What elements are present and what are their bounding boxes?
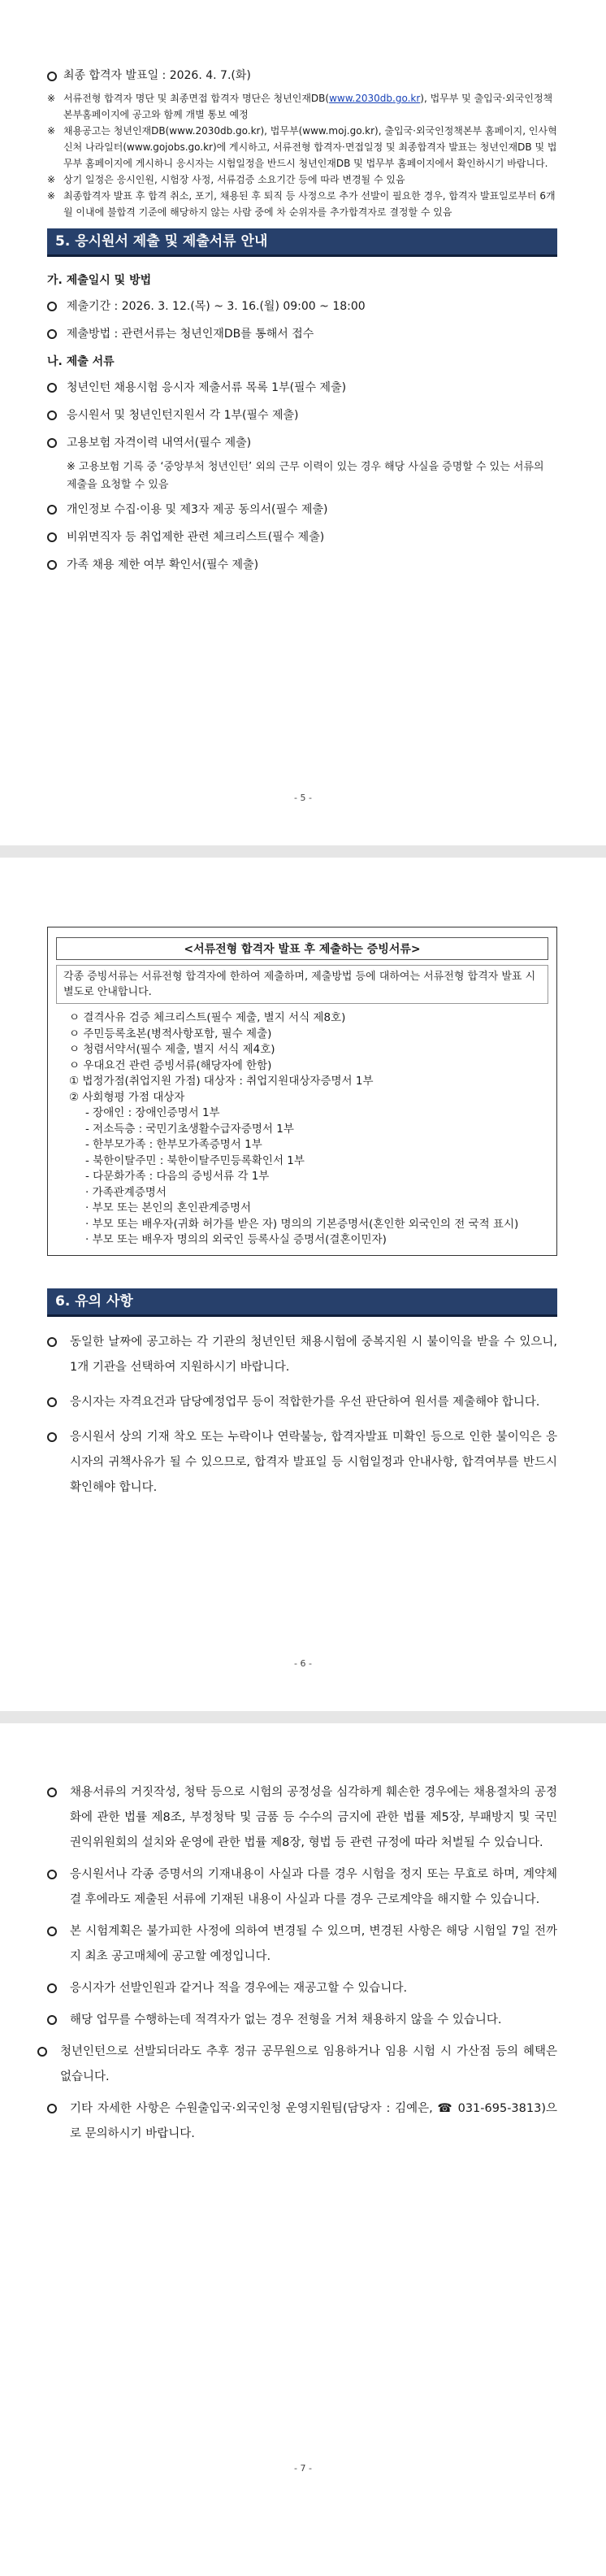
box-title: <서류전형 합격자 발표 후 제출하는 증빙서류> [56,937,548,960]
circle-bullet-icon [47,532,57,542]
page-7-content [47,1780,557,2147]
page-5-content [47,68,557,584]
note-additional-pass: ※ 최종합격자 발표 후 합격 취소, 포기, 채용된 후 퇴직 등 사정으로 추가 선발이 필요한 경우, 합격자 발표일로부터 6개월 이내에 불합격 기준에 해당하지 않는 사람 중에 차 순위자를 추가합격자로 결정할 수 있음 [47,190,556,218]
list-item: 개인정보 수집·이용 및 제3자 제공 동의서(필수 제출) [47,501,557,519]
notice-paragraph: 본 시험계획은 불가피한 사정에 의하여 변경될 수 있으며, 변경된 사항은 해당 시험일 7일 전까지 최초 공고매체에 공고할 예정입니다. [47,1919,557,1970]
page-7 [0,1723,606,2576]
box-line: ① 법정가점(취업지원 가점) 대상자 : 취업지원대상자증명서 1부 [69,1075,374,1088]
circle-bullet-icon [47,72,57,81]
circle-bullet-icon [47,302,57,311]
notice-paragraph: 응시자는 자격요건과 담당예정업무 등이 적합한가를 우선 판단하여 원서를 제출해야 합니다. [47,1390,557,1415]
box-line: - 장애인 : 장애인증명서 1부 [85,1106,220,1119]
notice-paragraph: 청년인턴으로 선발되더라도 추후 정규 공무원으로 임용하거나 임용 시험 시 가산점 등의 혜택은 없습니다. [37,2040,557,2090]
circle-bullet-icon [37,2047,47,2057]
circle-bullet-icon [47,1788,57,1797]
circle-bullet-icon [47,1432,57,1442]
documents-box [47,927,557,1256]
section-6-title: 6. 유의 사항 [47,1288,557,1317]
page-5 [0,0,606,845]
list-item: 응시원서 및 청년인턴지원서 각 1부(필수 제출) [47,406,557,424]
circle-bullet-icon [47,329,57,339]
box-line: ㅇ 청렴서약서(필수 제출, 별지 서식 제4호) [69,1043,275,1056]
circle-bullet-icon [47,1983,57,1993]
circle-bullet-icon [47,505,57,515]
box-line: · 가족관계증명서 [85,1185,167,1199]
box-line: · 부모 또는 본인의 혼인관계증명서 [85,1201,252,1214]
box-line: · 부모 또는 배우자 명의의 외국인 등록사실 증명서(결혼이민자) [85,1233,387,1246]
circle-bullet-icon [47,2015,57,2025]
circle-bullet-icon [47,1870,57,1879]
circle-bullet-icon [47,411,57,420]
db-link[interactable]: www.2030db.go.kr [329,93,421,104]
list-item: 가족 채용 제한 여부 확인서(필수 제출) [47,556,557,574]
circle-bullet-icon [47,1337,57,1347]
note-result-list: ※ 서류전형 합격자 명단 및 최종면접 합격자 명단은 청년인재DB(www.2030db.go.kr), 법무부 및 출입국·외국인정책본부홈페이지에 공고와 함께 개별 통보 예정 [47,93,553,120]
circle-bullet-icon [47,2104,57,2113]
notice-paragraph: 응시자가 선발인원과 같거나 적을 경우에는 재공고할 수 있습니다. [47,1976,557,2001]
page-6-content [47,927,557,1501]
page-number: - 7 - [294,2463,312,2474]
section-5-title: 5. 응시원서 제출 및 제출서류 안내 [47,228,557,257]
circle-bullet-icon [47,1927,57,1936]
circle-bullet-icon [47,1397,57,1407]
list-item: 비위면직자 등 취업제한 관련 체크리스트(필수 제출) [47,528,557,546]
box-line: - 저소득층 : 국민기초생활수급자증명서 1부 [85,1122,294,1136]
notice-paragraph: 응시원서나 각종 증명서의 기재내용이 사실과 다를 경우 시험을 정지 또는 무효로 하며, 계약체결 후에라도 제출된 서류에 기재된 내용이 사실과 다를 경우 근로계약을 해지할 수 있습니다. [47,1862,557,1913]
box-intro: 각종 증빙서류는 서류전형 합격자에 한하여 제출하며, 제출방법 등에 대하여는 서류전형 합격자 발표 시 별도로 안내합니다. [56,965,548,1004]
list-item: 청년인턴 채용시험 응시자 제출서류 목록 1부(필수 제출) [47,379,557,397]
box-line: - 북한이탈주민 : 북한이탈주민등록확인서 1부 [85,1153,305,1167]
sub-heading-a: 가. 제출일시 및 방법 [47,274,152,287]
result-date-line: 최종 합격자 발표일 : 2026. 4. 7.(화) [47,68,557,84]
list-note: ※ 고용보험 기록 중 ‘중앙부처 청년인턴’ 외의 근무 이력이 있는 경우 해당 사실을 증명할 수 있는 서류의 제출을 요청할 수 있음 [67,461,544,491]
list-item: 고용보험 자격이력 내역서(필수 제출) [47,434,557,452]
notice-paragraph: 응시원서 상의 기재 착오 또는 누락이나 연락불능, 합격자발표 미확인 등으로 인한 불이익은 응시자의 귀책사유가 될 수 있으므로, 합격자 발표일 등 시험일정과 안내사항, 합격여부를 반드시 확인해야 합니다. [47,1425,557,1501]
notice-paragraph: 기타 자세한 사항은 수원출입국·외국인청 운영지원팀(담당자 : 김예은, ☎ 031-695-3813)으로 문의하시기 바랍니다. [47,2096,557,2147]
notice-paragraph: 동일한 날짜에 공고하는 각 기관의 청년인턴 채용시험에 중복지원 시 불이익을 받을 수 있으니, 1개 기관을 선택하여 지원하시기 바랍니다. [47,1330,557,1380]
circle-bullet-icon [47,383,57,393]
sub-heading-b: 나. 제출 서류 [47,355,115,368]
box-line: ㅇ 우대요건 관련 증빙서류(해당자에 한함) [69,1058,272,1072]
page-6 [0,858,606,1711]
box-line: ② 사회형평 가점 대상자 [69,1090,185,1104]
note-posting: ※ 채용공고는 청년인재DB(www.2030db.go.kr), 법무부(www.moj.go.kr), 출입국·외국인정책본부 홈페이지, 인사혁신처 나라일터(www.gojobs.go.kr)에 게시하고, 서류전형 합격자·면접일정 및 최종합격자 발표는 청년인재DB 및 법무부 홈페이지에 게시하니 응시자는 시험일정을 반드시 청년인재DB 및 법무부 홈페이지에서 확인하시기 바랍니다. [47,125,557,169]
box-line: ㅇ 주민등록초본(병적사항포함, 필수 제출) [69,1027,272,1040]
box-line: - 한부모가족 : 한부모가족증명서 1부 [85,1138,262,1151]
circle-bullet-icon [47,560,57,570]
circle-bullet-icon [47,438,57,448]
notice-paragraph: 해당 업무를 수행하는데 적격자가 없는 경우 전형을 거쳐 채용하지 않을 수 있습니다. [47,2008,557,2033]
note-schedule-change: ※ 상기 일정은 응시인원, 시험장 사정, 서류검증 소요기간 등에 따라 변경될 수 있음 [47,174,405,185]
box-line: - 다문화가족 : 다음의 증빙서류 각 1부 [85,1170,270,1183]
box-line: ㅇ 결격사유 검증 체크리스트(필수 제출, 별지 서식 제8호) [69,1011,346,1024]
list-item: 제출기간 : 2026. 3. 12.(목) ~ 3. 16.(월) 09:00 ~ 18:00 [47,298,557,315]
notice-paragraph: 채용서류의 거짓작성, 청탁 등으로 시험의 공정성을 심각하게 훼손한 경우에는 채용절차의 공정화에 관한 법률 제8조, 부정청탁 및 금품 등 수수의 금지에 관한 법률 제5장, 부패방지 및 국민권익위원회의 설치와 운영에 관한 법률 제8장, 형법 등 관련 규정에 따라 처벌될 수 있습니다. [47,1780,557,1856]
box-line: · 부모 또는 배우자(귀화 허가를 받은 자) 명의의 기본증명서(혼인한 외국인의 전 국적 표시) [85,1217,519,1231]
page-number: - 6 - [294,1658,312,1669]
page-number: - 5 - [294,793,312,803]
list-item: 제출방법 : 관련서류는 청년인재DB를 통해서 접수 [47,325,557,343]
